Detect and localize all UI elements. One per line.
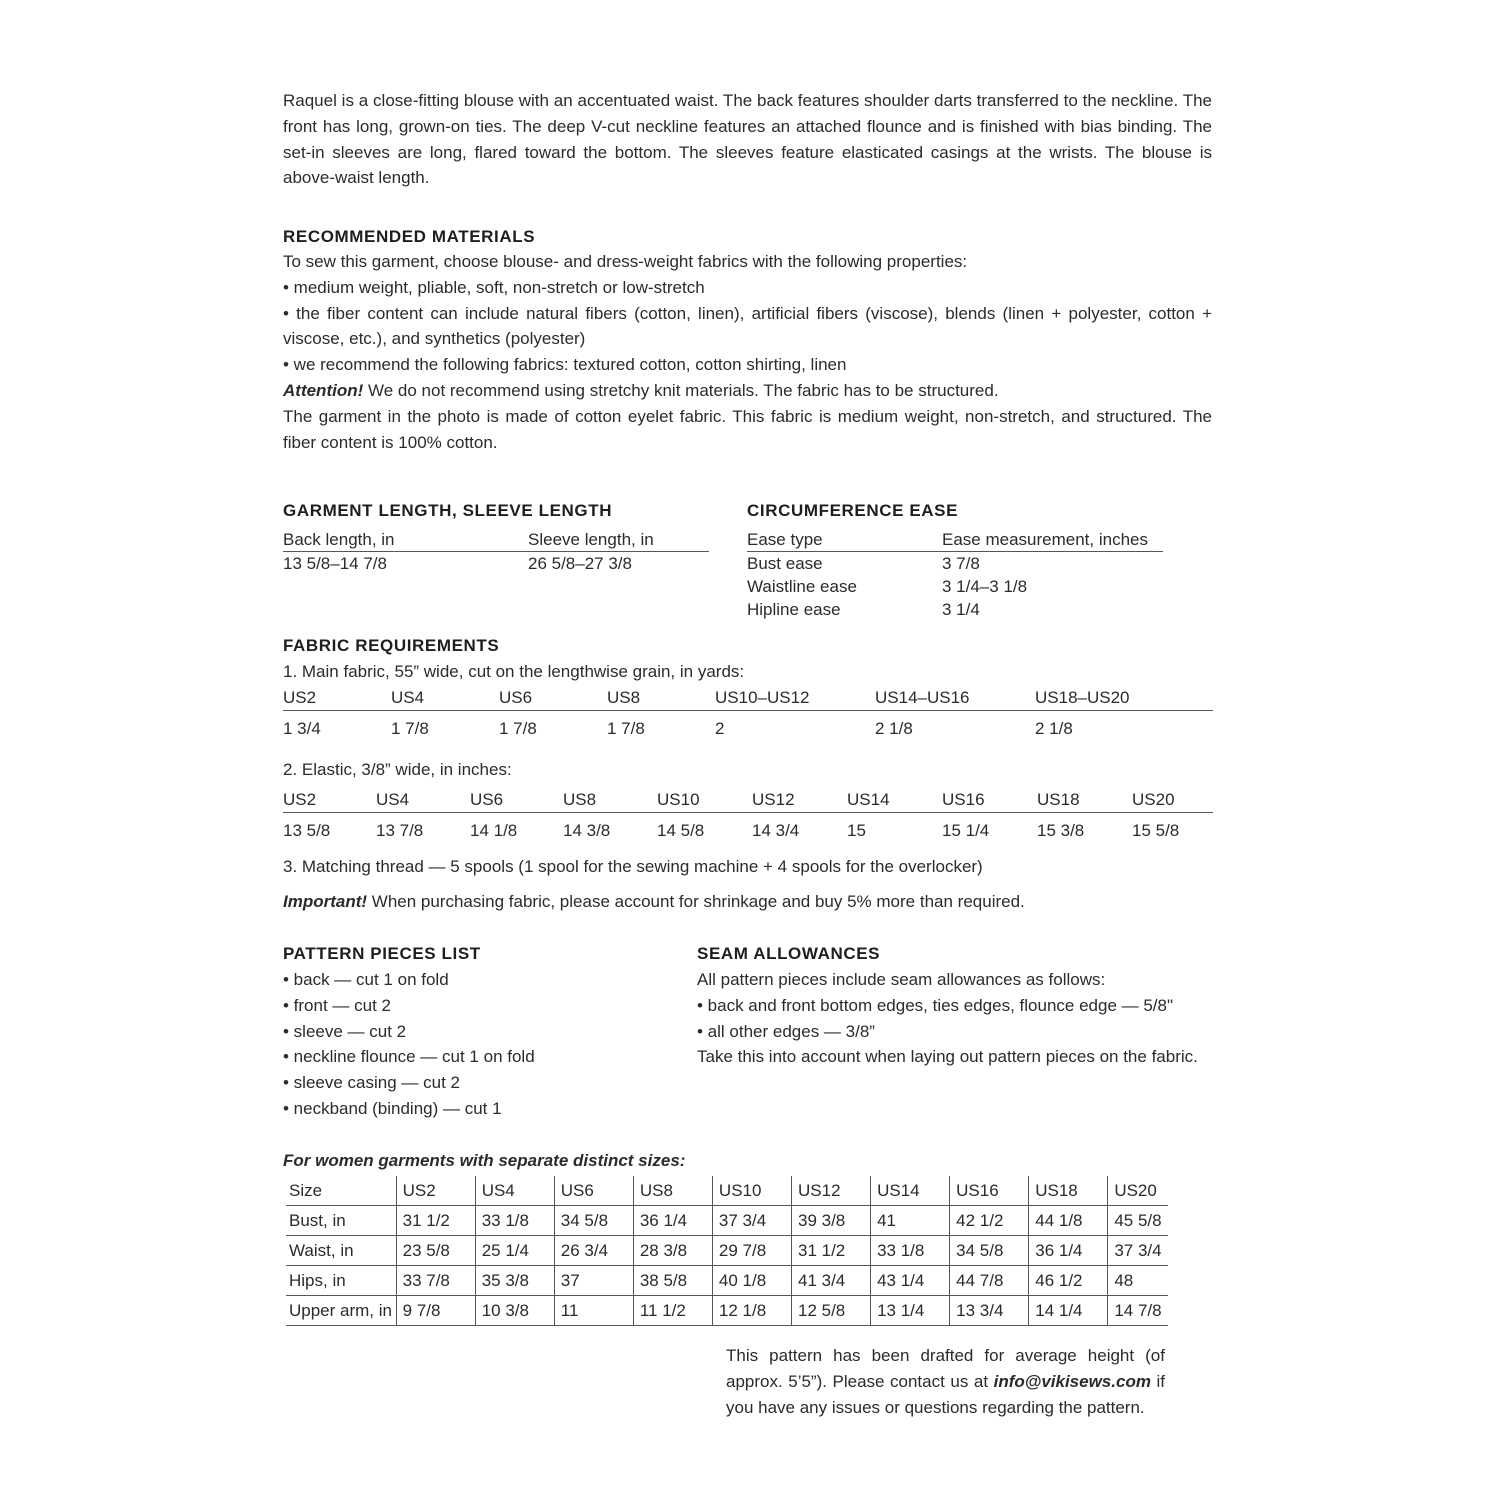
size-header: US10–US12 [715,688,875,711]
measurement-cell: 33 7/8 [396,1266,475,1296]
size-header: US10 [657,790,752,813]
size-header-cell: US6 [554,1176,633,1206]
elastic-value: 14 3/8 [563,821,611,840]
size-header: US2 [283,688,391,711]
seams-line: • back and front bottom edges, ties edges, flounce edge — 5/8" [697,995,1174,1015]
measurement-cell: 23 5/8 [396,1236,475,1266]
elastic-value: 13 5/8 [283,821,331,840]
size-header: US16 [942,790,1037,813]
table-row [286,1266,1168,1296]
measurement-cell: 37 [554,1266,633,1296]
size-header: US20 [1132,790,1213,813]
table-row [747,575,1163,598]
elastic-value: 13 7/8 [376,821,424,840]
seams-note: Take this into account when laying out pattern pieces on the fabric. [697,1047,1198,1067]
size-header-cell: US18 [1029,1176,1108,1206]
attention-label: Attention! [283,380,364,400]
seams-section [697,967,1217,1070]
measurement-cell: 39 3/8 [792,1206,871,1236]
length-heading: GARMENT LENGTH, SLEEVE LENGTH [283,501,613,520]
size-header: US14–US16 [875,688,1035,711]
fabric-value: 1 7/8 [607,719,645,738]
measurement-cell: 12 5/8 [792,1296,871,1326]
size-chart-table [286,1176,1168,1326]
size-header-cell: Size [286,1176,396,1206]
important-text: When purchasing fabric, please account for shrinkage and buy 5% more than required. [367,892,1025,911]
measurement-label: Upper arm, in [286,1296,396,1326]
materials-bullet: • we recommend the following fabrics: textured cotton, cotton shirting, linen [283,355,847,375]
measurement-label: Waist, in [286,1236,396,1266]
measurement-cell: 29 7/8 [712,1236,791,1266]
size-header-cell: US20 [1108,1176,1168,1206]
measurement-cell: 25 1/4 [475,1236,554,1266]
important-label: Important! [283,892,368,911]
sleeve-length-value: 26 5/8–27 3/8 [528,554,632,573]
seams-heading: SEAM ALLOWANCES [697,944,881,963]
materials-section [283,249,1212,455]
fabric-value: 2 1/8 [1035,719,1073,738]
measurement-cell: 31 1/2 [792,1236,871,1266]
measurement-cell: 37 3/4 [712,1206,791,1236]
attention-note [283,378,1212,404]
contact-email-link[interactable]: info@vikisews.com [993,1371,1151,1391]
ease-value: 3 1/4 [942,600,980,619]
measurement-cell: 28 3/8 [633,1236,712,1266]
ease-type: Hipline ease [747,600,841,619]
list-item: • neckline flounce — cut 1 on fold [283,1047,535,1067]
measurement-cell: 40 1/8 [712,1266,791,1296]
elastic-value: 15 [847,821,866,840]
measurement-label: Bust, in [286,1206,396,1236]
measurement-cell: 14 1/4 [1029,1296,1108,1326]
measurement-cell: 9 7/8 [396,1296,475,1326]
measurement-cell: 36 1/4 [1029,1236,1108,1266]
ease-heading: CIRCUMFERENCE EASE [747,501,959,520]
measurement-cell: 13 3/4 [950,1296,1029,1326]
fabric-value: 2 1/8 [875,719,913,738]
size-header-cell: US16 [950,1176,1029,1206]
materials-lead: To sew this garment, choose blouse- and dress-weight fabrics with the following properties: [283,252,968,271]
fabric-value: 1 7/8 [391,719,429,738]
measurement-cell: 35 3/8 [475,1266,554,1296]
size-header-row [286,1176,1168,1206]
fabric-heading: FABRIC REQUIREMENTS [283,636,500,655]
materials-bullet: • the fiber content can include natural fibers (cotton, linen), artificial fibers (viscose), blends (linen + polyester, cotton + viscose, etc.), and synthetics (polyester) [283,303,1212,349]
size-header: US6 [470,790,563,813]
table-row [286,1236,1168,1266]
measurement-cell: 46 1/2 [1029,1266,1108,1296]
measurement-cell: 48 [1108,1266,1168,1296]
pieces-heading: PATTERN PIECES LIST [283,944,481,963]
measurement-cell: 34 5/8 [950,1236,1029,1266]
fabric-value: 1 7/8 [499,719,537,738]
fabric-value: 1 3/4 [283,719,321,738]
table-row [747,598,1163,621]
elastic-table [283,790,1213,849]
size-header: US14 [847,790,942,813]
ease-table [747,528,1163,621]
size-header: US18 [1037,790,1132,813]
measurement-cell: 41 [871,1206,950,1236]
materials-heading: RECOMMENDED MATERIALS [283,227,536,246]
pieces-list [283,967,673,1122]
table-row [286,1206,1168,1236]
measurement-cell: 33 1/8 [475,1206,554,1236]
size-chart-caption: For women garments with separate distinct sizes: [283,1151,686,1170]
size-header: US8 [607,688,715,711]
measurement-cell: 42 1/2 [950,1206,1029,1236]
measurement-cell: 44 7/8 [950,1266,1029,1296]
list-item: • sleeve casing — cut 2 [283,1073,460,1093]
list-item: • sleeve — cut 2 [283,1021,407,1041]
footer-note [726,1343,1165,1420]
size-header: US18–US20 [1035,688,1213,711]
measurement-cell: 10 3/8 [475,1296,554,1326]
intro-paragraph: Raquel is a close-fitting blouse with an accentuated waist. The back features shoulder darts transferred to the neckline. The front has long, grown-on ties. The deep V-cut neckline features an attached flounce and is finished with bias binding. The set-in sleeves are long, flared toward the bottom. The sleeves feature elasticated casings at the wrists. The blouse is above-waist length. [283,91,1212,188]
size-header: US4 [376,790,470,813]
back-length-value: 13 5/8–14 7/8 [283,554,387,573]
table-row [286,1296,1168,1326]
attention-text: We do not recommend using stretchy knit materials. The fabric has to be structured. [363,380,999,400]
measurement-cell: 14 7/8 [1108,1296,1168,1326]
elastic-value: 14 5/8 [657,821,705,840]
list-item: • back — cut 1 on fold [283,970,449,989]
length-col-back: Back length, in [283,528,528,552]
elastic-value: 15 1/4 [942,821,990,840]
elastic-label: 2. Elastic, 3/8” wide, in inches: [283,760,512,779]
ease-value: 3 1/4–3 1/8 [942,577,1028,596]
size-header: US12 [752,790,847,813]
footer-text: This pattern has been drafted for average height (of approx. 5’5”). Please contact us at [726,1346,1165,1391]
measurement-cell: 45 5/8 [1108,1206,1168,1236]
footer-text: if you have any issues or questions regarding the pattern. [726,1371,1165,1417]
main-fabric-label: 1. Main fabric, 55” wide, cut on the lengthwise grain, in yards: [283,662,745,681]
seams-line: • all other edges — 3/8” [697,1021,875,1041]
measurement-cell: 33 1/8 [871,1236,950,1266]
ease-type: Bust ease [747,554,823,573]
main-fabric-table [283,688,1213,747]
measurement-cell: 11 [554,1296,633,1326]
ease-col-type: Ease type [747,528,942,552]
list-item: • front — cut 2 [283,995,391,1015]
size-header: US8 [563,790,657,813]
measurement-cell: 37 3/4 [1108,1236,1168,1266]
ease-value: 3 7/8 [942,554,980,573]
thread-note: 3. Matching thread — 5 spools (1 spool for the sewing machine + 4 spools for the overlocker) [283,857,983,876]
size-header: US2 [283,790,376,813]
elastic-value: 15 3/8 [1037,821,1085,840]
size-header-cell: US8 [633,1176,712,1206]
measurement-cell: 11 1/2 [633,1296,712,1326]
measurement-cell: 31 1/2 [396,1206,475,1236]
measurement-cell: 36 1/4 [633,1206,712,1236]
photo-fabric-note: The garment in the photo is made of cotton eyelet fabric. This fabric is medium weight, non-stretch, and structured. The fiber content is 100% cotton. [283,406,1212,452]
elastic-value: 15 5/8 [1132,821,1180,840]
measurement-label: Hips, in [286,1266,396,1296]
measurement-cell: 43 1/4 [871,1266,950,1296]
measurement-cell: 38 5/8 [633,1266,712,1296]
size-header-cell: US10 [712,1176,791,1206]
measurement-cell: 34 5/8 [554,1206,633,1236]
measurement-cell: 44 1/8 [1029,1206,1108,1236]
ease-type: Waistline ease [747,577,857,596]
materials-bullet: • medium weight, pliable, soft, non-stretch or low-stretch [283,277,705,297]
length-col-sleeve: Sleeve length, in [528,528,709,552]
fabric-value: 2 [715,719,725,738]
measurement-cell: 12 1/8 [712,1296,791,1326]
size-header-cell: US4 [475,1176,554,1206]
size-header-cell: US14 [871,1176,950,1206]
size-header: US4 [391,688,499,711]
size-header-cell: US12 [792,1176,871,1206]
list-item: • neckband (binding) — cut 1 [283,1098,502,1118]
measurement-cell: 13 1/4 [871,1296,950,1326]
ease-col-measure: Ease measurement, inches [942,528,1163,552]
elastic-value: 14 3/4 [752,821,800,840]
measurement-cell: 26 3/4 [554,1236,633,1266]
elastic-value: 14 1/8 [470,821,518,840]
length-table [283,528,709,575]
measurement-cell: 41 3/4 [792,1266,871,1296]
table-row [747,552,1163,576]
seams-lead: All pattern pieces include seam allowances as follows: [697,970,1106,989]
size-header-cell: US2 [396,1176,475,1206]
important-note [283,889,1025,915]
size-header: US6 [499,688,607,711]
